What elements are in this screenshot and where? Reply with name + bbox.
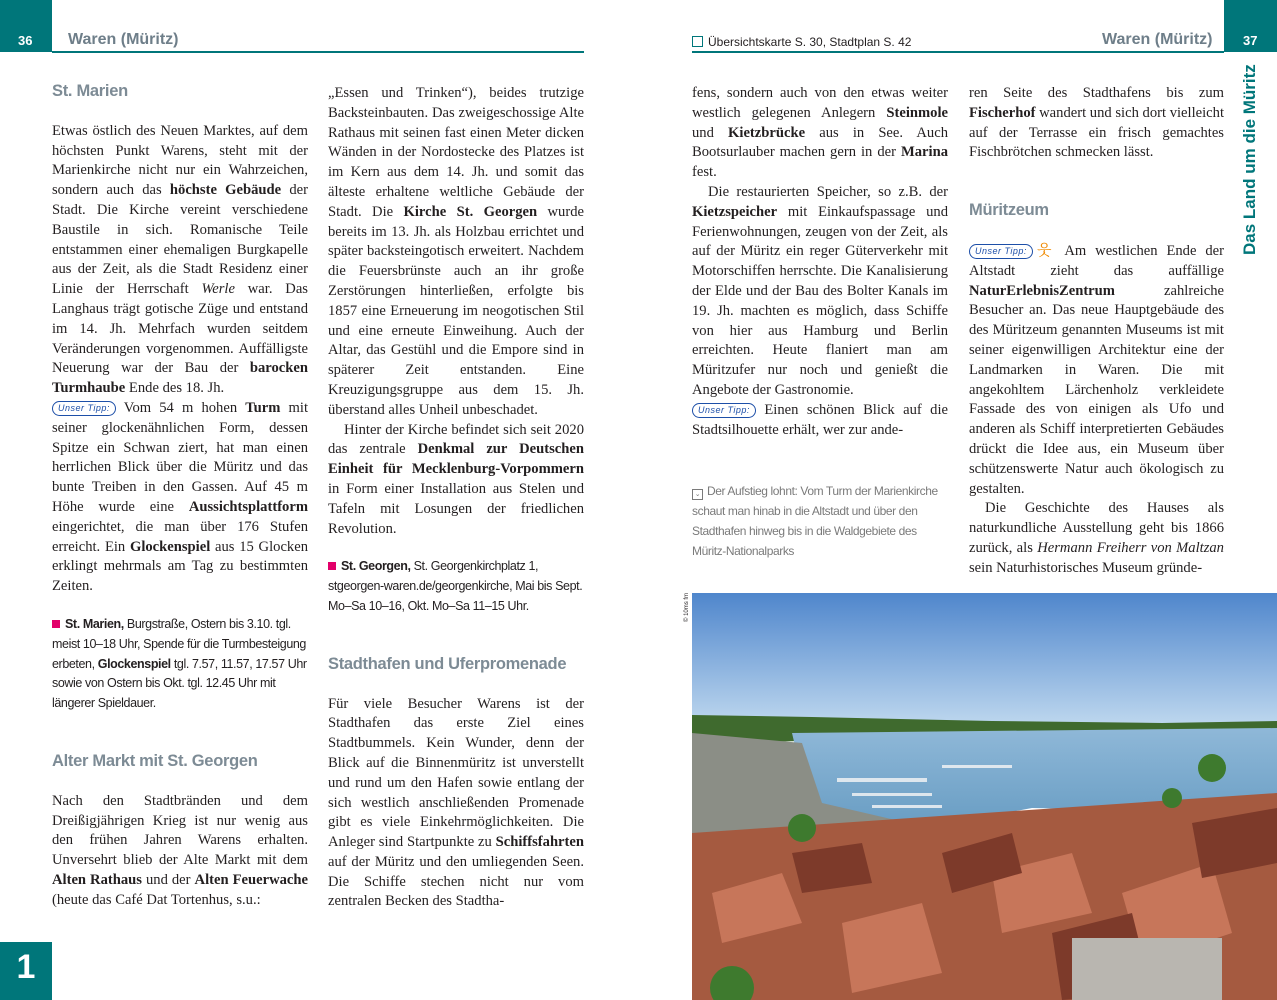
info-square-icon [328,562,336,570]
paragraph-fischerhof: ren Seite des Stadthafens bis zum Fischerhof wandert und sich dort vielleicht auf der Terrasse ein frisch gemachtes Fischbrötchen schmecken lässt. [969,85,1224,161]
column-4 [969,84,1224,579]
chapter-tab [0,942,52,1000]
page-number-left: 36 [18,33,33,48]
photo-credit: © 10ms fm [684,592,690,622]
photo-caption: ⌄ Der Aufstieg lohnt: Vom Turm der Marienkirche schaut man hinab in die Altstadt und über den Stadthafen hinweg bis in die Waldgebiete des Müritz-Nationalparks [692,484,938,558]
column-3 [692,84,948,440]
paragraph-geschichte: Die Geschichte des Hauses als naturkundliche Ausstellung geht bis 1866 zurück, als Hermann Freiherr von Maltzan sein Naturhistorisches Museum gründe- [969,500,1224,576]
heading-st-marien: St. Marien [52,82,128,100]
chapter-number: 1 [16,948,36,986]
heading-alter-markt: Alter Markt mit St. Georgen [52,751,258,770]
paragraph-rathaus: „Essen und Trinken“), beides trutzige Backsteinbauten. Das zweigeschossige Alte Rathaus mit seinen fast einen Meter dicken Wänden in der Nordostecke des Platzes ist im Kern aus dem 14. Jh. und somit das älteste erhaltene weltliche Gebäude der Stadt. Die Kirche St. Georgen wurde bereits im 13. Jh. als Holzbau errichtet und später backsteingotisch erweitert. Nachdem die Feuersbrünste auch an ihr große Zerstörungen hinterließen, erfolgte bis 1857 eine Erneuerung im neogotischen Stil und eine erneute Einweihung. Auch der Altar, das Gestühl und die Empore sind in späterer Zeit entstanden. Eine Kreuzigungsgruppe aus dem 15. Jh. überstand alles Unheil unbeschadet. [328,85,584,418]
paragraph-st-marien: Etwas östlich des Neuen Marktes, auf dem höchsten Punkt Warens, steht mit der Marienkirche nicht nur ein Wahrzeichen, sondern auch das höchste Gebäude der Stadt. Die Kirche vereint verschiedene Baustile in sich. Romanische Teile entstammen einer ehemaligen Burgkapelle aus der Zeit, als die Stadt Residenz einer Linie der Herrschaft Werle war. Das Langhaus trägt gotische Züge und entstand im 14. Jh. Mehrfach wurden seitdem Veränderungen vorgenommen. Auffälligste Neuerung war der Bau der barocken Turmhaube Ende des 18. Jh. [52,122,308,397]
unser-tipp-badge: Unser Tipp: [969,244,1033,259]
page-number-tab-right [1224,0,1277,52]
harbor-photo-illustration [692,593,1277,1000]
map-square-icon [692,36,703,47]
heading-stadthafen: Stadthafen und Uferpromenade [328,654,567,673]
info-st-marien: St. Marien, Burgstraße, Ostern bis 3.10. tgl. meist 10–18 Uhr, Spende für die Turmbesteigung erbeten, Glockenspiel tgl. 7.57, 11.57, 17.57 Uhr sowie von Ostern bis Okt. tgl. 12.45 Uhr mit längerer Spieldauer. [52,616,307,711]
header-rule-right [692,51,1224,53]
paragraph-turm: Unser Tipp: Vom 54 m hohen Turm mit seiner glockenähnlichen Form, dessen Spitze ein Schwan ziert, hat man einen herrlichen Blick über die Müritz und das bunte Treiben in den Gassen. Auf 45 m Höhe wurde eine Aussichtsplattform eingerichtet, die man über 176 Stufen erreicht. Ein Glockenspiel aus 15 Glocken erklingt mehrmals am Tag zu bestimmten Zeiten. [52,399,308,595]
flat-roof [1072,938,1222,1000]
info-st-georgen: St. Georgen, St. Georgenkirchplatz 1, stgeorgen-waren.de/georgenkirche, Mai bis Sept. Mo–Sa 10–16, Okt. Mo–Sa 11–15 Uhr. [328,559,583,613]
map-reference [692,35,911,49]
harbor-photo [692,593,1277,1000]
sky [692,593,1277,723]
paragraph-stadthafen: Für viele Besucher Warens ist der Stadthafen das erste Ziel eines Stadtbummels. Kein Wunder, denn der Blick auf die Binnenmüritz ist unverstellt und rund um den Hafen sowie entlang der sich westlich anschließenden Promenade gibt es viele Einkehrmöglichkeiten. Die Anleger sind Startpunkte zu Schiffsfahrten auf der Müritz und den umliegenden Seen. Die Schiffe stechen nicht nur vom zentralen Becken des Stadtha- [328,695,584,910]
running-title-right: Waren (Müritz) [1102,31,1213,48]
map-reference-text: Übersichtskarte S. 30, Stadtplan S. 42 [708,35,912,49]
paragraph-mueritzeum: Unser Tipp: 웃 Am westlichen Ende der Altstadt zieht das auffällige NaturErlebnisZentrum zahlreiche Besucher an. Das neue Hauptgebäude des des Müritzeum genannten Museums ist mit seiner eigenwilligen Architektur eine der Landmarken in Waren. Die mit angekohltem Lärchenholz verkleidete Fassade des von einigen als Ufo und anderen als Schiff interpretierten Gebäudes drückt die Idee aus, ein Museum über schützenswerte Natur auch ökologisch zu gestalten. [969,240,1224,497]
heading-mueritzeum: Müritzeum [969,201,1049,220]
page-number-tab-left [0,0,52,52]
column-1 [52,82,308,910]
info-square-icon [52,620,60,628]
chapter-side-tab: Das Land um die Müritz [1240,64,1259,255]
running-title-left: Waren (Müritz) [68,31,179,48]
paragraph-stadtsilhouette: Unser Tipp: Einen schönen Blick auf die Stadtsilhouette erhält, wer zur ande- [692,401,948,438]
paragraph-denkmal: Hinter der Kirche befindet sich seit 2020 das zentrale Denkmal zur Deutschen Einheit für Mecklenburg-Vorpommern in Form einer Installation aus Stelen und Tafeln mit Losungen der friedlichen Revolution. [328,421,584,537]
column-2 [328,84,584,912]
paragraph-anleger: fens, sondern auch von den etwas weiter westlich gelegenen Anlegern Steinmole und Kietzbrücke aus in See. Auch Bootsurlauber machen gern in der Marina fest. [692,85,948,181]
kid-icon: 웃 [1036,240,1052,259]
caption-arrow-icon: ⌄ [692,489,703,500]
unser-tipp-badge: Unser Tipp: [692,403,756,418]
page-number-right: 37 [1243,33,1258,48]
header-rule-left [52,51,584,53]
paragraph-speicher: Die restaurierten Speicher, so z.B. der Kietzspeicher mit Einkaufspassage und Ferienwohnungen, zeugen von der Zeit, als auf der Müritz ein reger Güterverkehr mit Motorschiffen herrschte. Die Kanalisierung der Elde und der Bau des Bolter Kanals im 19. Jh. machten es möglich, dass Schiffe von hier aus Hamburg und Berlin erreichten. Heute flaniert man am Müritzufer nur noch und genießt die Angebote der Gastronomie. [692,183,948,398]
unser-tipp-badge: Unser Tipp: [52,401,116,416]
paragraph-alter-markt: Nach den Stadtbränden und dem Dreißigjährigen Krieg ist nur wenig aus den frühen Jahren Warens erhalten. Unversehrt blieb der Alte Markt mit dem Alten Rathaus und der Alten Feuerwache (heute das Café Dat Tortenhus, s.u.: [52,792,308,908]
